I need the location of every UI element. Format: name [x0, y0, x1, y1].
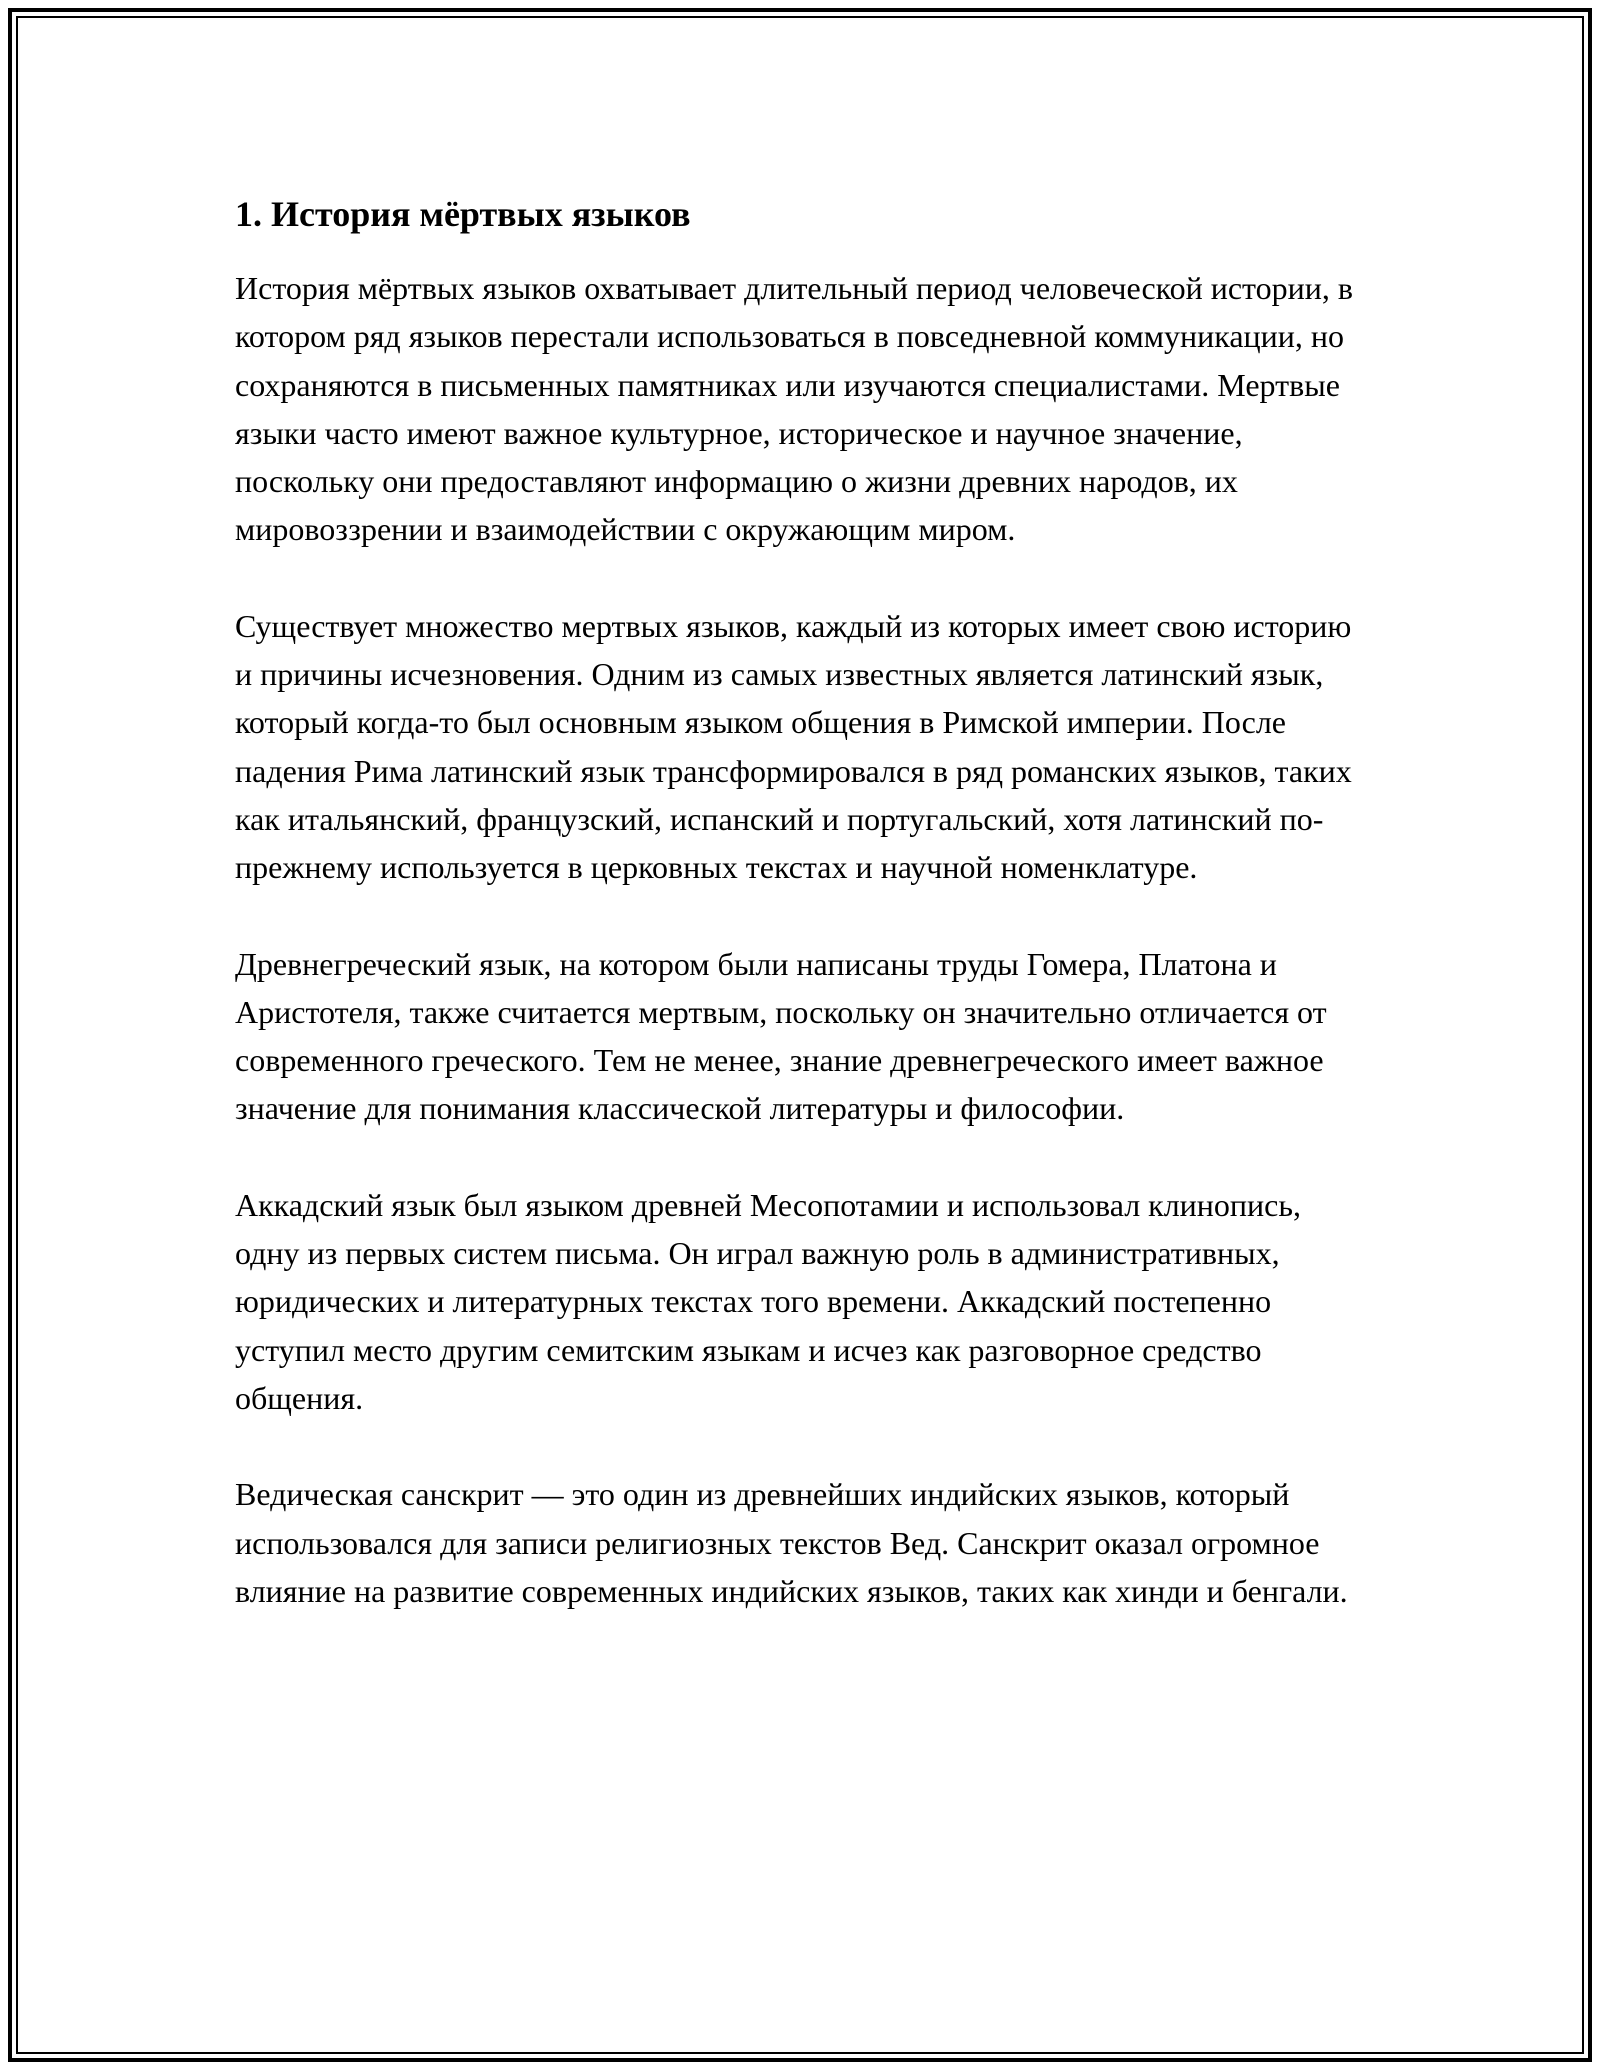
paragraph-intro: История мёртвых языков охватывает длительный период человеческой истории, в котором ряд языков перестали использоваться в повседневной коммуникации, но сохраняются в письменных памятниках или изучаются специалистами. Мертвые языки часто имеют важное культурное, историческое и научное значение, поскольку они предоставляют информацию о жизни древних народов, их мировоззрении и взаимодействии с окружающим миром. [235, 270, 1353, 548]
paragraph-ancient-greek: Древнегреческий язык, на котором были написаны труды Гомера, Платона и Аристотеля, также считается мертвым, поскольку он значительно отличается от современного греческого. Тем не менее, знание древнегреческого имеет важное значение для понимания классической литературы и философии. [235, 945, 1327, 1127]
document-body [235, 180, 1365, 1615]
paragraph-latin: Существует множество мертвых языков, каждый из которых имеет свою историю и причины исчезновения. Одним из самых известных является латинский язык, который когда-то был основным языком общения в Римской империи. После падения Рима латинский язык трансформировался в ряд романских языков, таких как итальянский, французский, испанский и португальский, хотя латинский по-прежнему используется в церковных текстах и научной номенклатуре. [235, 607, 1352, 886]
paragraph-sanskrit: Ведическая санскрит — это один из древнейших индийских языков, который использовался для записи религиозных текстов Вед. Санскрит оказал огромное влияние на развитие современных индийских языков, таких как хинди и бенгали. [235, 1476, 1348, 1609]
paragraph-akkadian: Аккадский язык был языком древней Месопотамии и использовал клинопись, одну из первых систем письма. Он играл важную роль в административных, юридических и литературных текстах того времени. Аккадский постепенно уступил место другим семитским языкам и исчез как разговорное средство общения. [235, 1186, 1301, 1416]
section-heading: 1. История мёртвых языков [235, 194, 691, 234]
